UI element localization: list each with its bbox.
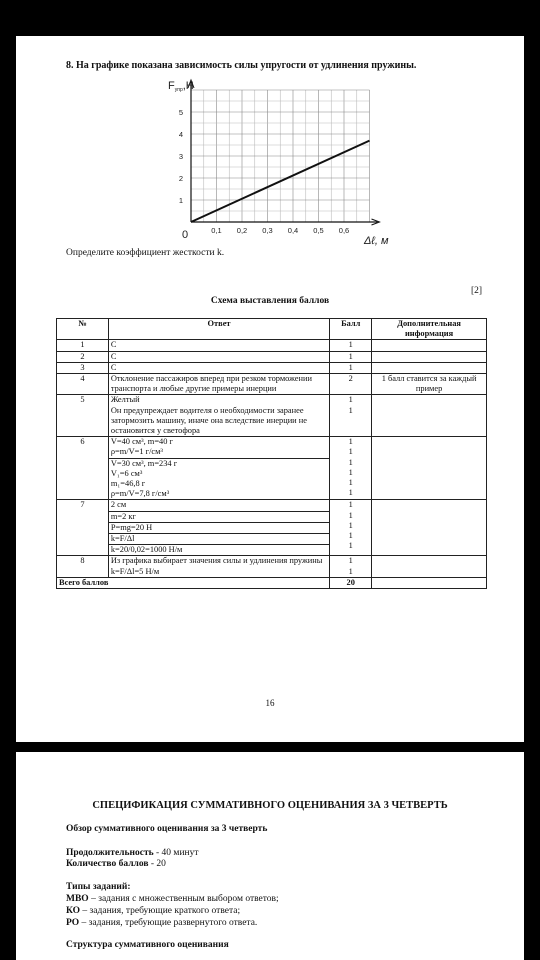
spec-title: СПЕЦИФИКАЦИЯ СУММАТИВНОГО ОЦЕНИВАНИЯ ЗА 3 ЧЕТВЕРТЬ <box>92 800 448 811</box>
points-value: - 20 <box>148 859 166 869</box>
row-answer <box>108 351 329 362</box>
answer-line: m=2 кг <box>109 511 329 522</box>
col-header-number: № <box>57 319 109 340</box>
task-type-desc: – задания с множественным выбором ответов; <box>88 894 279 904</box>
table-total-row <box>57 577 487 588</box>
total-label: Всего баллов <box>57 577 330 588</box>
row-points <box>330 395 372 437</box>
row-answer <box>108 556 329 577</box>
row-number: 4 <box>57 374 109 395</box>
row-extra <box>372 500 487 556</box>
points-line: 1 <box>348 362 353 372</box>
table-row <box>57 340 487 351</box>
col-header-answer: Ответ <box>108 319 329 340</box>
table-row <box>57 437 487 500</box>
row-answer <box>108 437 329 500</box>
points-line: 1 <box>348 531 353 541</box>
y-tick-label: 2 <box>178 174 183 183</box>
question-8-prompt: Определите коэффициент жесткости k. <box>66 248 225 258</box>
scoring-table <box>56 318 487 589</box>
answer-line: C <box>110 351 117 361</box>
table-row <box>57 374 487 395</box>
answer-line: Из графика выбирает значения силы и удлинения пружины <box>110 556 323 566</box>
row-number: 5 <box>57 395 109 437</box>
answer-line: k=20/0,02=1000 Н/м <box>109 544 329 555</box>
row-points <box>330 374 372 395</box>
answer-line: V=30 см³, m=234 г <box>109 458 329 469</box>
row-answer <box>108 340 329 351</box>
x-tick-label: 0,2 <box>236 226 248 235</box>
points-line <box>66 859 166 869</box>
table-row <box>57 556 487 577</box>
row-points <box>330 351 372 362</box>
table-row <box>57 351 487 362</box>
answer-line: V=40 см³, m=40 г <box>110 437 173 447</box>
points-label: Количество баллов <box>66 859 149 869</box>
row-extra <box>372 556 487 577</box>
row-answer <box>108 500 329 556</box>
row-number: 2 <box>57 351 109 362</box>
row-points <box>330 437 372 500</box>
answer-line: C <box>110 362 117 372</box>
chart-y-label: Fупр,Н <box>168 80 194 93</box>
answer-line: Желтый <box>110 395 140 405</box>
points-line: 1 <box>348 457 353 467</box>
y-tick-label: 5 <box>178 108 183 117</box>
answer-line: m₁=46,8 г <box>110 479 146 489</box>
points-line: 1 <box>348 520 353 530</box>
row-extra <box>372 437 487 500</box>
exam-page-16 <box>16 36 524 742</box>
y-tick-label: 4 <box>178 130 183 139</box>
points-line: 2 <box>348 374 353 384</box>
row-points <box>330 362 372 373</box>
row-answer <box>108 395 329 437</box>
row-extra: 1 балл ставится за каждый пример <box>372 374 487 395</box>
task-type-ko <box>66 906 240 916</box>
x-tick-label: 0,4 <box>287 226 299 235</box>
task-type-desc: – задания, требующие развернутого ответа. <box>79 918 258 928</box>
table-body <box>57 340 487 577</box>
spring-force-chart <box>146 76 416 246</box>
points-line: 1 <box>348 510 353 520</box>
x-tick-label: 0,1 <box>211 226 222 235</box>
row-number: 8 <box>57 556 109 577</box>
points-line: 1 <box>348 500 353 510</box>
points-line: 1 <box>348 488 353 498</box>
row-number: 1 <box>57 340 109 351</box>
answer-line: Он предупреждает водителя о необходимости заранее затормозить машину, иначе она вследствие инерции не остановится у светофора <box>110 405 307 436</box>
duration-label: Продолжительность <box>66 848 154 858</box>
table-row <box>57 395 487 437</box>
table-row <box>57 362 487 373</box>
table-row <box>57 500 487 556</box>
points-line: 1 <box>348 351 353 361</box>
row-number: 7 <box>57 500 109 556</box>
row-points <box>330 500 372 556</box>
task-type-abbr: КО <box>66 906 81 916</box>
task-types-heading: Типы заданий: <box>66 882 131 892</box>
points-line: 1 <box>348 447 353 457</box>
max-points: [2] <box>471 286 483 296</box>
total-extra <box>372 577 487 588</box>
spec-page <box>16 752 524 960</box>
answer-line: k=F/Δl=5 Н/м <box>110 566 160 576</box>
answer-line: ρ=m/V=1 г/см³ <box>110 447 163 457</box>
row-extra <box>372 351 487 362</box>
points-line: 1 <box>348 395 353 405</box>
table-header-row <box>57 319 487 340</box>
total-points: 20 <box>330 577 372 588</box>
chart-x-label: Δℓ, м <box>364 235 389 246</box>
x-tick-label: 0,5 <box>313 226 324 235</box>
scoring-scheme-title: Схема выставления баллов <box>210 296 330 306</box>
col-header-points: Балл <box>330 319 372 340</box>
y-tick-label: 3 <box>178 152 183 161</box>
row-points <box>330 340 372 351</box>
answer-line: V₁=6 см³ <box>110 468 143 478</box>
row-number: 3 <box>57 362 109 373</box>
row-points <box>330 556 372 577</box>
task-type-ro <box>66 918 257 928</box>
task-type-abbr: МВО <box>66 894 89 904</box>
question-8-title: 8. На графике показана зависимость силы упругости от удлинения пружины. <box>66 60 417 71</box>
points-line: 1 <box>348 566 353 576</box>
x-tick-label: 0,3 <box>262 226 273 235</box>
row-extra <box>372 362 487 373</box>
row-answer <box>108 374 329 395</box>
answer-line: Отклонение пассажиров вперед при резком торможении транспорта и любые другие примеры инерции <box>110 374 312 394</box>
answer-line: ρ=m/V=7,8 г/см³ <box>110 489 170 499</box>
points-line: 1 <box>348 541 353 551</box>
x-tick-label: 0,6 <box>338 226 350 235</box>
answer-line: P=mg=20 Н <box>109 522 329 533</box>
answer-line: C <box>110 340 117 350</box>
task-type-desc: – задания, требующие краткого ответа; <box>80 906 241 916</box>
duration-line <box>66 848 199 858</box>
chart-grid <box>191 90 370 222</box>
points-line: 1 <box>348 556 353 566</box>
answer-line: 2 см <box>110 500 127 510</box>
points-line: 1 <box>348 478 353 488</box>
page-number: 16 <box>265 698 275 708</box>
row-answer <box>108 362 329 373</box>
y-tick-label: 1 <box>178 196 183 205</box>
row-extra <box>372 395 487 437</box>
points-line: 1 <box>348 437 353 447</box>
points-line: 1 <box>348 405 353 415</box>
col-header-extra: Дополнительная информация <box>372 319 487 340</box>
points-line: 1 <box>348 340 353 350</box>
chart-origin-label: 0 <box>182 229 189 241</box>
points-line: 1 <box>348 467 353 477</box>
task-type-abbr: РО <box>66 918 80 928</box>
structure-heading: Структура суммативного оценивания <box>66 940 229 950</box>
duration-value: - 40 минут <box>153 848 199 858</box>
overview-heading: Обзор суммативного оценивания за 3 четверть <box>66 824 268 834</box>
answer-line: k=F/Δl <box>109 533 329 544</box>
row-number: 6 <box>57 437 109 500</box>
row-extra <box>372 340 487 351</box>
task-type-mvo <box>66 894 279 904</box>
